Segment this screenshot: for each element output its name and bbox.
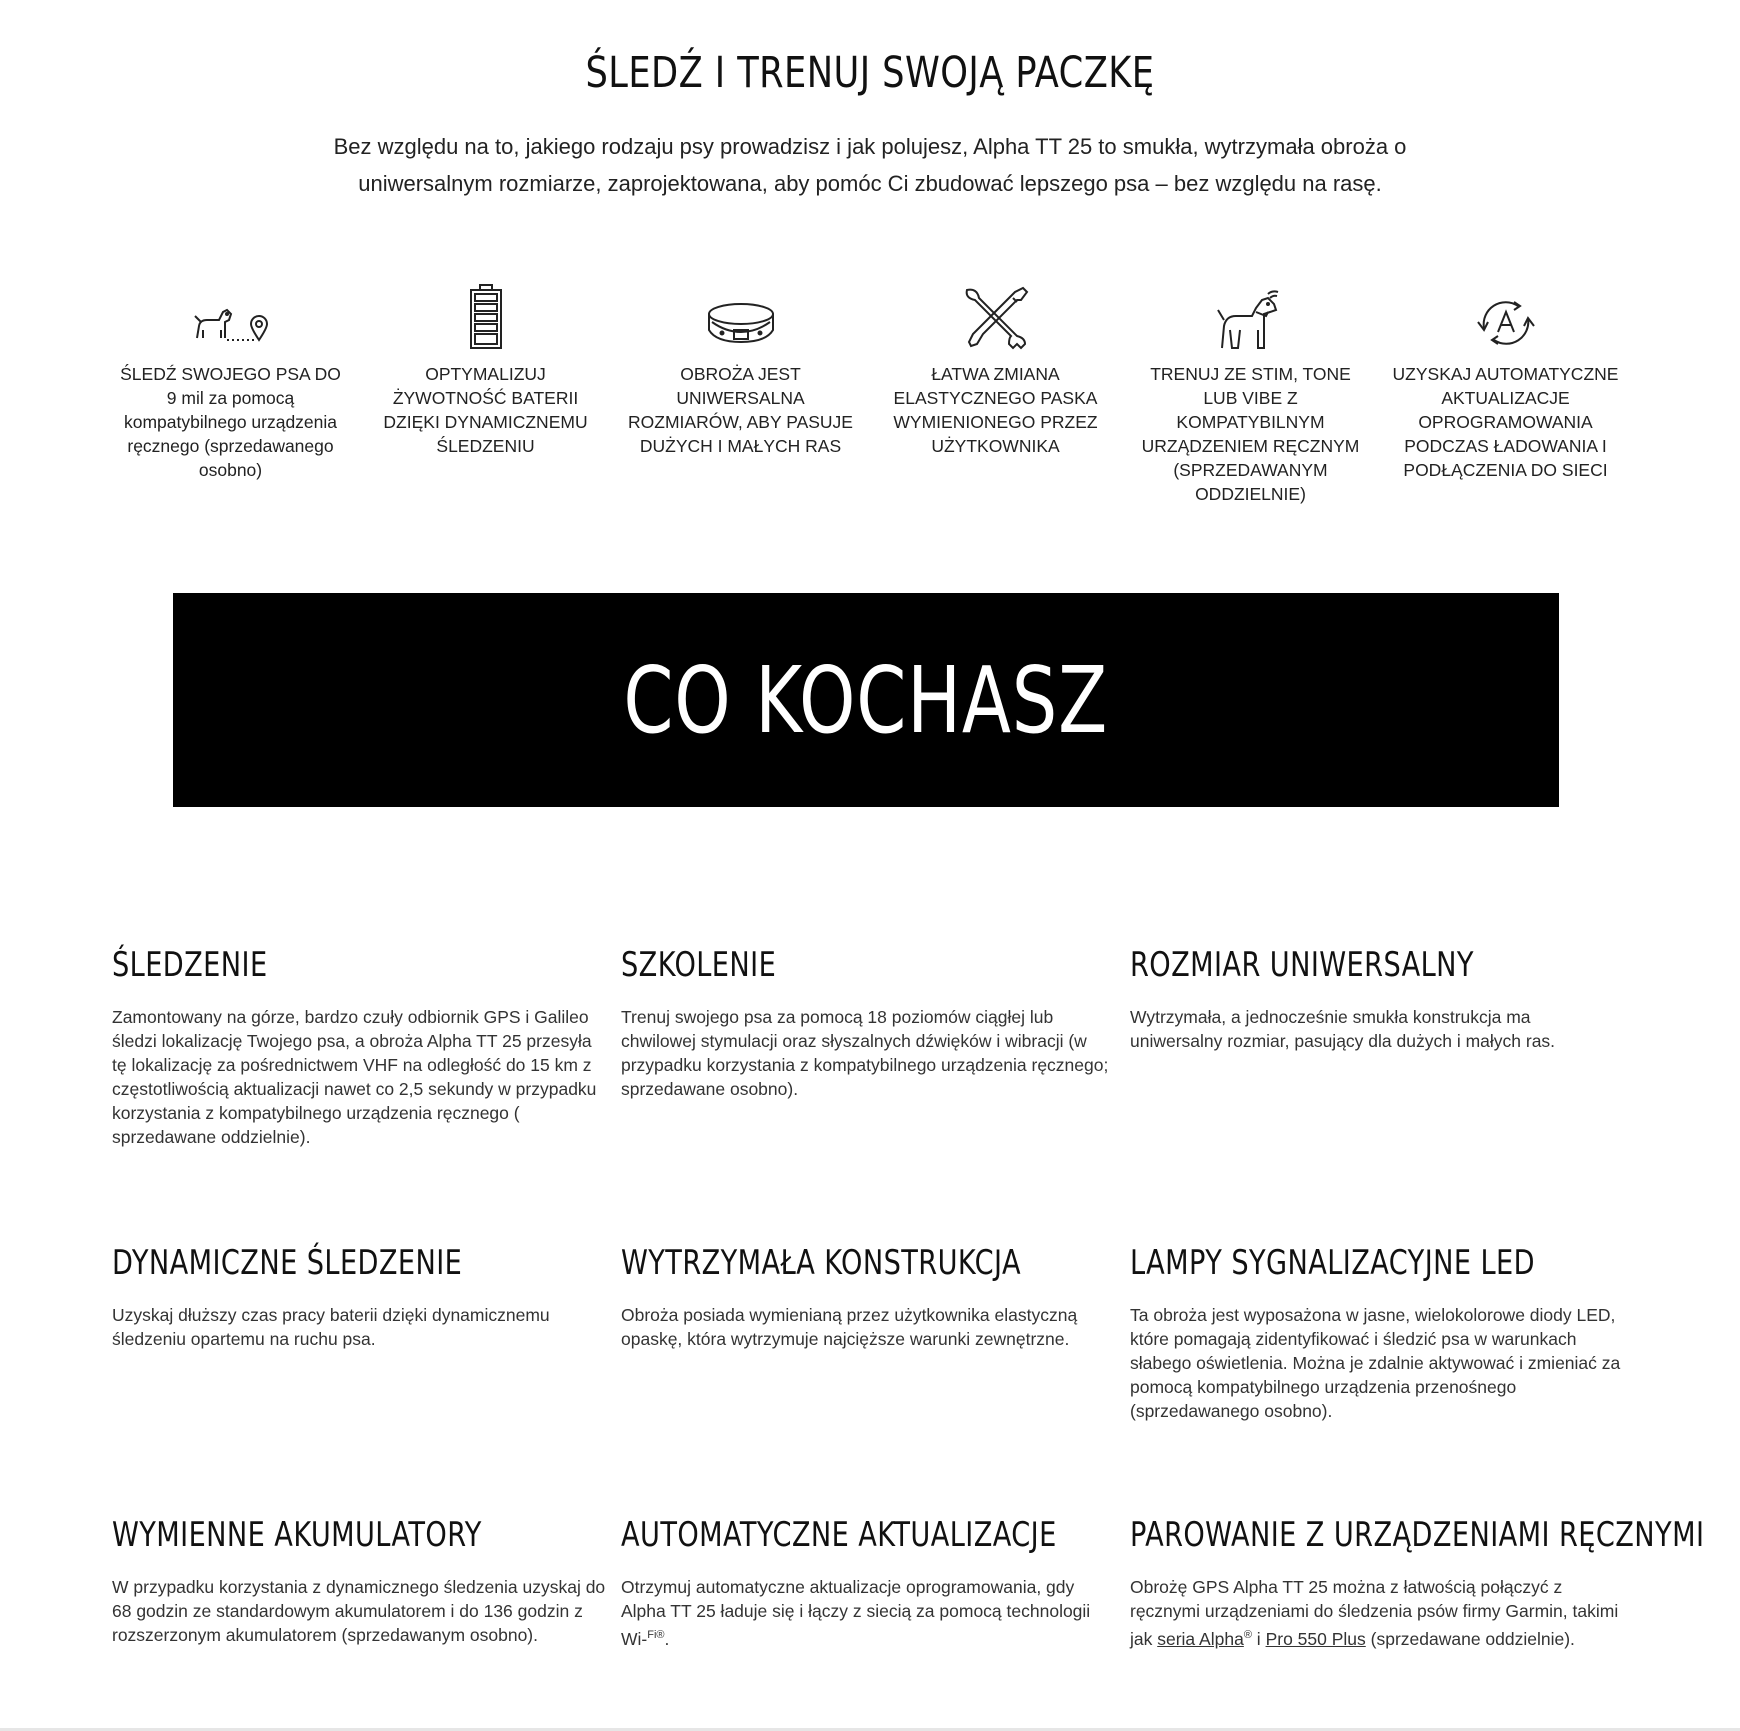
feature-strap <box>878 275 1113 458</box>
card-durable-build <box>621 1243 1116 1351</box>
card-batteries <box>112 1515 607 1647</box>
page-title: ŚLEDŹ I TRENUJ SWOJĄ PACZKĘ <box>585 48 1155 98</box>
card-title: AUTOMATYCZNE AKTUALIZACJE <box>621 1515 1057 1555</box>
feature-collar <box>623 275 858 458</box>
auto-update-icon <box>1474 296 1538 350</box>
banner-title: CO KOCHASZ <box>623 646 1109 754</box>
card-text-part: . <box>664 1628 670 1649</box>
battery-icon <box>468 284 504 350</box>
pro-550-plus-link[interactable]: Pro 550 Plus <box>1265 1628 1366 1649</box>
feature-training <box>1133 275 1368 506</box>
feature-label: OPTYMALIZUJ ŻYWOTNOŚĆ BATERII DZIĘKI DYNAMICZNEMU ŚLEDZENIU <box>383 364 588 456</box>
card-led-lights <box>1130 1243 1625 1423</box>
card-title: WYMIENNE AKUMULATORY <box>112 1515 482 1555</box>
intro-text: Bez względu na to, jakiego rodzaju psy prowadzisz i jak polujesz, Alpha TT 25 to smukła, wytrzymała obroża o uniwersalnym rozmiarze, zaprojektowana, aby pomóc Ci zbudować lepszego psa – bez względu na rasę. <box>333 134 1407 196</box>
feature-icons-row <box>113 275 1643 504</box>
card-text-part: (sprzedawane oddzielnie). <box>1365 1628 1575 1649</box>
card-tracking <box>112 945 607 1149</box>
card-training <box>621 945 1116 1101</box>
card-text: Ta obroża jest wyposażona w jasne, wielokolorowe diody LED, które pomagają zidentyfikować i śledzić psa w warunkach słabego oświetlenia. Można je zdalnie aktywować i zmieniać za pomocą kompatybilnego urządzenia przenośnego (sprzedawanego osobno). <box>1130 1305 1621 1421</box>
card-text: Wytrzymała, a jednocześnie smukła konstrukcja ma uniwersalny rozmiar, pasujący dla dużych i małych ras. <box>1130 1007 1556 1051</box>
card-title: ROZMIAR UNIWERSALNY <box>1130 945 1474 985</box>
feature-label: TRENUJ ZE STIM, TONE LUB VIBE Z KOMPATYBILNYM URZĄDZENIEM RĘCZNYM (SPRZEDAWANYM ODDZIELNIE) <box>1141 364 1360 504</box>
card-title: PAROWANIE Z URZĄDZENIAMI RĘCZNYMI <box>1130 1515 1705 1555</box>
card-handheld-pairing <box>1130 1515 1705 1651</box>
feature-label: UZYSKAJ AUTOMATYCZNE AKTUALIZACJE OPROGRAMOWANIA PODCZAS ŁADOWANIA I PODŁĄCZENIA DO SIECI <box>1392 364 1619 480</box>
card-auto-updates <box>621 1515 1116 1651</box>
feature-label: ŁATWA ZMIANA ELASTYCZNEGO PASKA WYMIENIONEGO PRZEZ UŻYTKOWNIKA <box>893 364 1098 456</box>
card-universal-size <box>1130 945 1625 1053</box>
dog-location-icon <box>191 302 271 350</box>
banner <box>173 593 1559 807</box>
card-text: Obroża posiada wymienianą przez użytkownika elastyczną opaskę, która wytrzymuje najcięższe warunki zewnętrzne. <box>621 1305 1078 1349</box>
card-dynamic-tracking <box>112 1243 607 1351</box>
card-title: WYTRZYMAŁA KONSTRUKCJA <box>621 1243 1021 1283</box>
card-text: Uzyskaj dłuższy czas pracy baterii dzięki dynamicznemu śledzeniu opartemu na ruchu psa. <box>112 1305 550 1349</box>
card-title: LAMPY SYGNALIZACYJNE LED <box>1130 1243 1535 1283</box>
tools-icon <box>963 286 1029 350</box>
card-text: Zamontowany na górze, bardzo czuły odbiornik GPS i Galileo śledzi lokalizację Twojego psa, a obroża Alpha TT 25 przesyła tę lokalizację za pośrednictwem VHF na odległość do 15 km z częstotliwością aktualizacji nawet co 2,5 sekundy w przypadku korzystania z kompatybilnego urządzenia ręcznego ( sprzedawane oddzielnie). <box>112 1007 597 1147</box>
card-title: ŚLEDZENIE <box>112 945 268 985</box>
card-text-part: i <box>1251 1628 1266 1649</box>
card-text-part: Obrożę GPS Alpha TT 25 można z łatwością połączyć z ręcznymi urządzeniami do śledzenia psów firmy Garmin, takimi jak <box>1130 1577 1619 1649</box>
feature-label: ŚLEDŹ SWOJEGO PSA DO 9 mil za pomocą kompatybilnego urządzenia ręcznego (sprzedawanego osobno) <box>120 364 341 480</box>
feature-label: OBROŻA JEST UNIWERSALNA ROZMIARÓW, ABY PASUJE DUŻYCH I MAŁYCH RAS <box>628 364 853 456</box>
card-text <box>621 1575 1116 1651</box>
dog-signal-icon <box>1216 286 1286 350</box>
wifi-trademark: Fi® <box>647 1629 665 1641</box>
card-text: Trenuj swojego psa za pomocą 18 poziomów ciągłej lub chwilowej stymulacji oraz słyszalnych dźwięków i wibracji (w przypadku korzystania z kompatybilnego urządzenia ręcznego; sprzedawane osobno). <box>621 1007 1109 1099</box>
card-title: DYNAMICZNE ŚLEDZENIE <box>112 1243 463 1283</box>
card-text <box>1130 1575 1625 1651</box>
card-text: W przypadku korzystania z dynamicznego śledzenia uzyskaj do 68 godzin ze standardowym akumulatorem i do 136 godzin z rozszerzonym akumulatorem (sprzedawanym osobno). <box>112 1577 606 1645</box>
alpha-series-link[interactable]: seria Alpha <box>1157 1628 1244 1649</box>
feature-battery <box>368 275 603 458</box>
registered-mark: ® <box>1243 1629 1252 1641</box>
card-title: SZKOLENIE <box>621 945 777 985</box>
card-text-part: Otrzymuj automatyczne aktualizacje oprogramowania, gdy Alpha TT 25 ładuje się i łączy z siecią za pomocą technologii Wi- <box>621 1577 1091 1649</box>
feature-updates <box>1388 275 1623 482</box>
feature-tracking <box>113 275 348 482</box>
collar-icon <box>706 300 776 350</box>
